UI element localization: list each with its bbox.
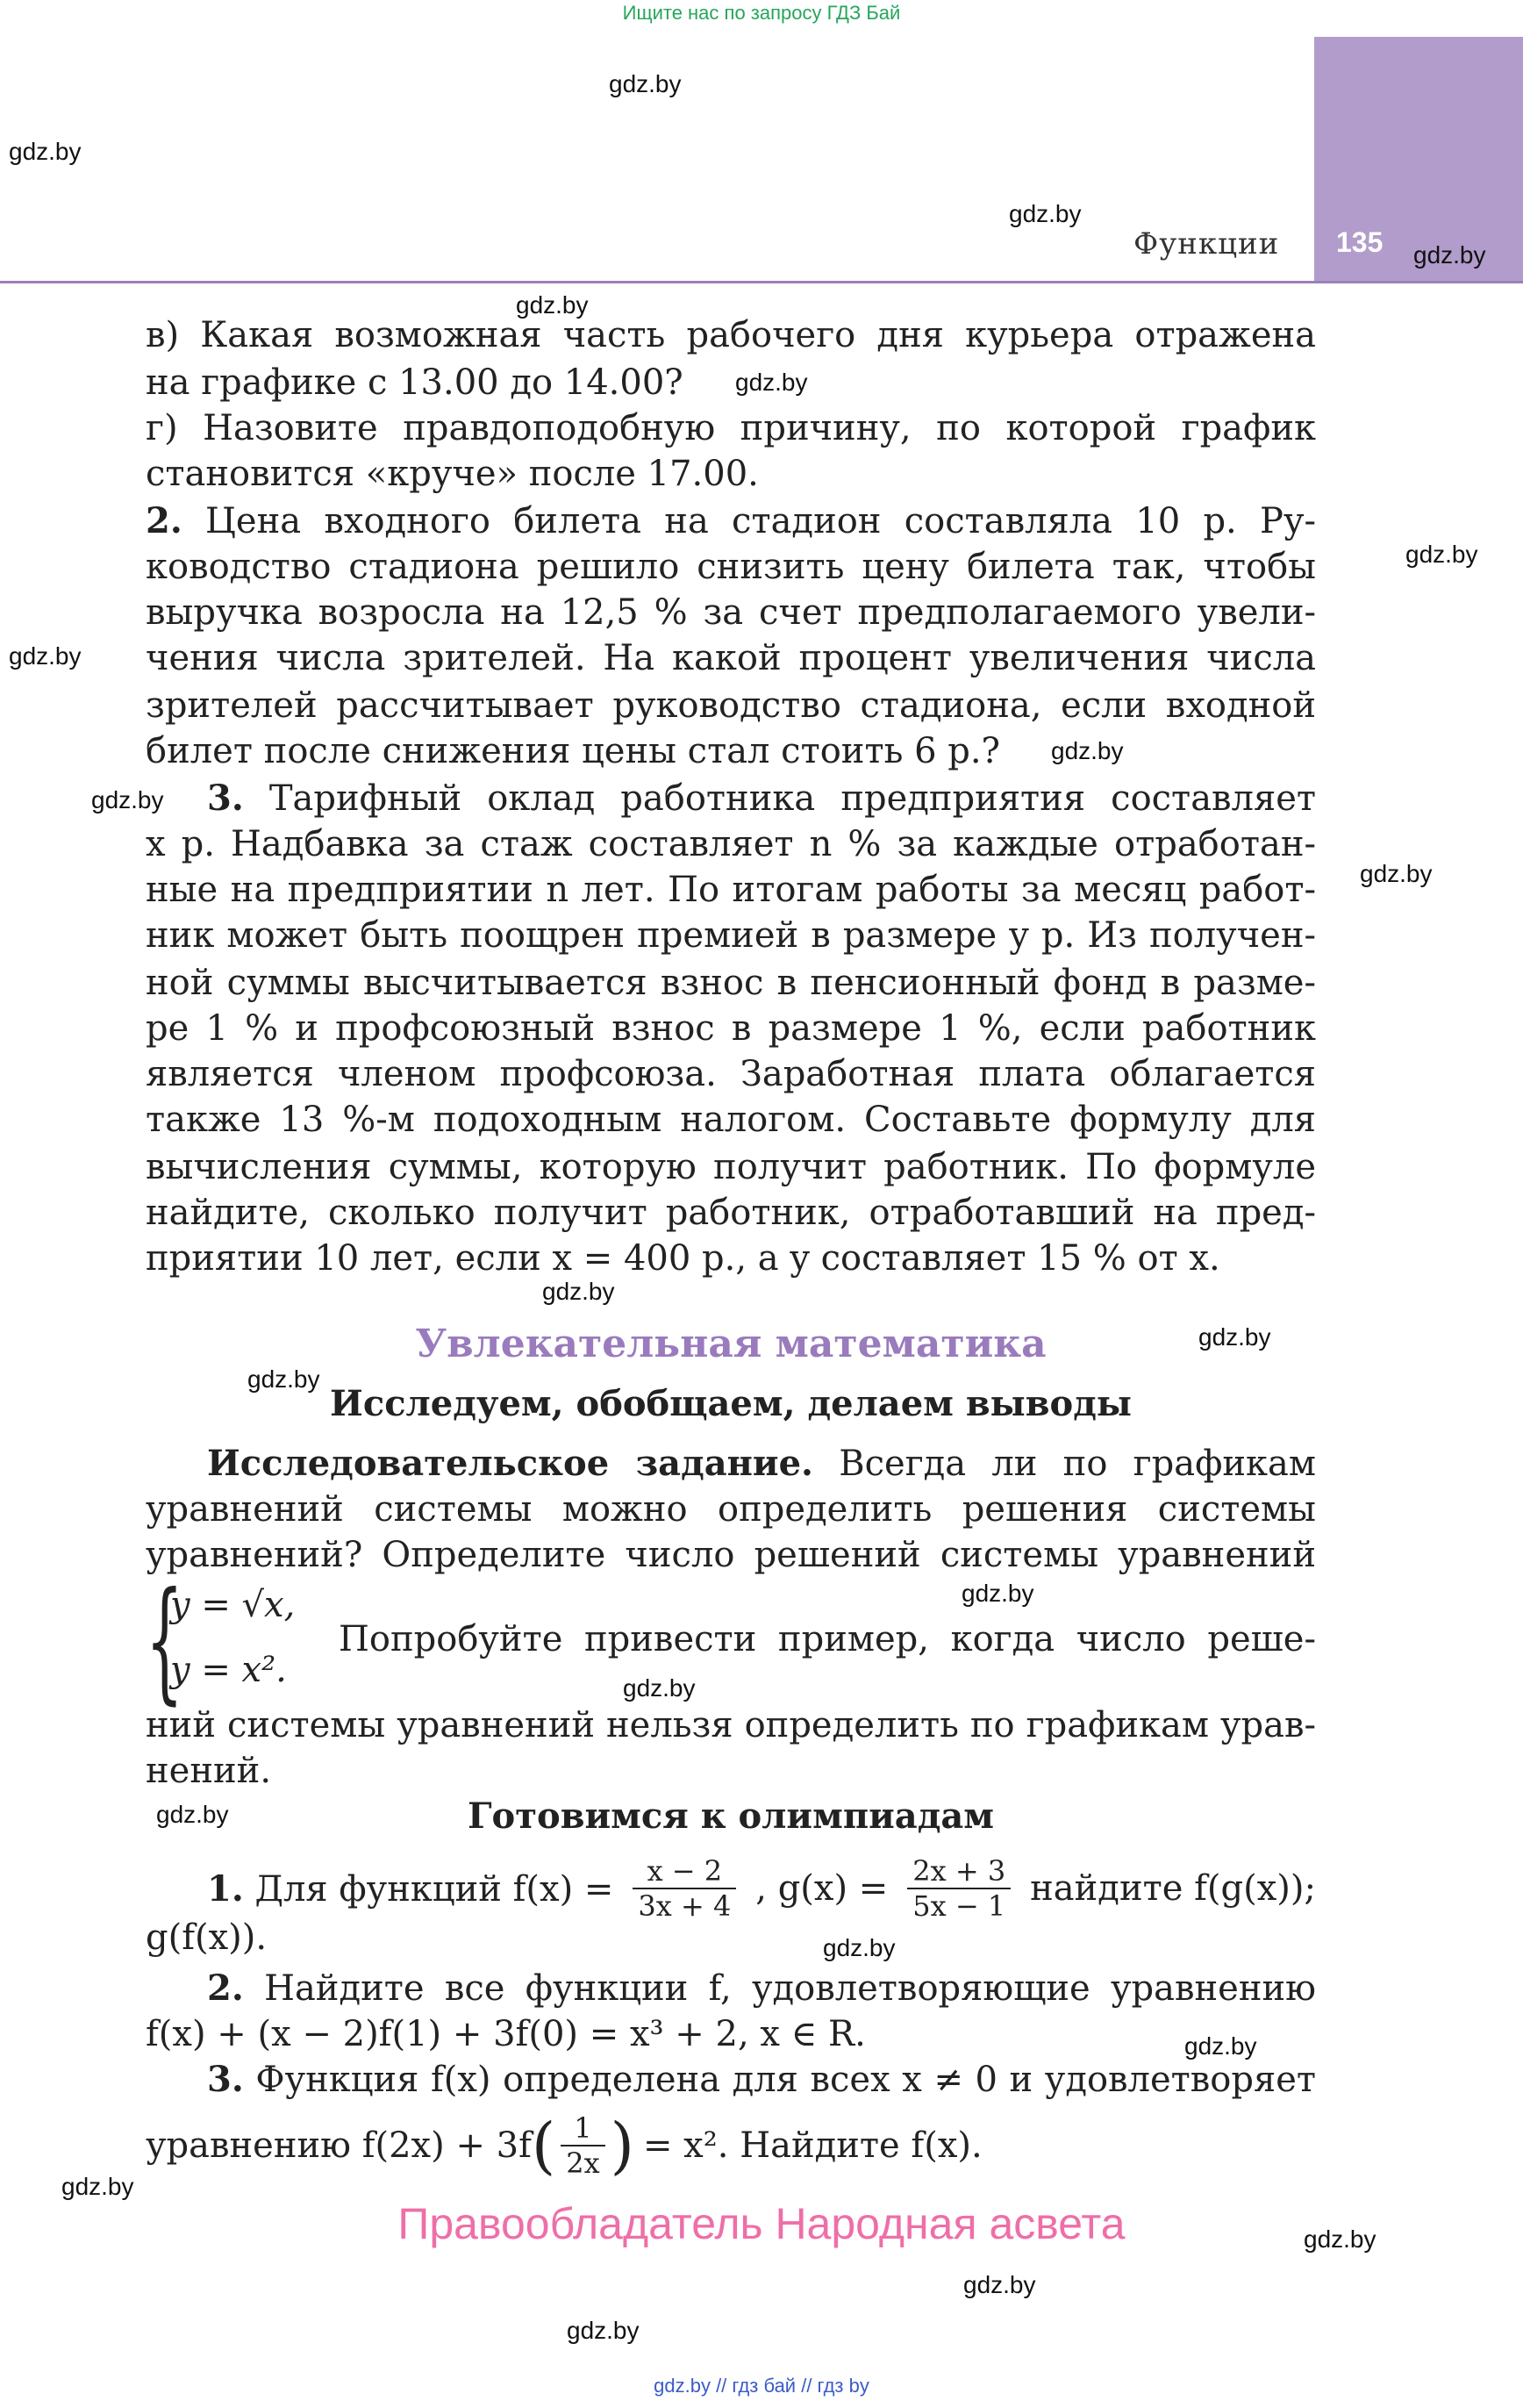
text-line [207,1441,1316,1487]
system-equation-1: y = √x, [170,1585,296,1625]
text-line: билет после снижения цены стал стоить 6 р.? [146,731,1001,771]
brace-icon: { [146,1565,183,1717]
watermark: gdz.by [1198,1323,1271,1351]
text-line: нений. [146,1751,272,1791]
text-line: ник может быть поощрен премией в размере y р. Из получен- [146,915,1316,956]
text-line: x р. Надбавка за стаж составляет n % за каждые отработан- [146,824,1316,864]
text-segment: Всегда ли по графикам [839,1444,1317,1484]
paren-close: ) [610,2110,634,2182]
text-segment: уравнению f(2x) + 3f [146,2125,532,2166]
task-line [207,1853,1316,1924]
text-line: становится «круче» после 17.00. [146,454,759,494]
page-number: 135 [1336,226,1384,258]
fraction-numerator: 1 [561,2111,604,2146]
section-subtitle: Исследуем, обобщаем, делаем выводы [330,1383,1132,1424]
watermark: gdz.by [542,1278,615,1305]
text-line: ре 1 % и профсоюзный взнос в размере 1 %, если работник [146,1008,1316,1049]
watermark: gdz.by [91,786,164,813]
text-line: f(x) + (x − 2)f(1) + 3f(0) = x³ + 2, x ∈ R. [146,2014,866,2054]
watermark: gdz.by [567,2317,640,2344]
research-label: Исследовательское задание. [207,1443,813,1484]
watermark: gdz.by [1184,2032,1257,2060]
fraction-denominator: 5x − 1 [912,1889,1006,1923]
watermark: gdz.by [156,1801,229,1828]
watermark: gdz.by [9,138,82,165]
fraction [633,1854,736,1923]
watermark: gdz.by [61,2173,134,2200]
watermark: gdz.by [1405,541,1478,568]
task-number: 3. [207,778,244,819]
watermark: gdz.by [1051,737,1124,764]
text-line: зрителей рассчитывает руководство стадиона, если входной [146,685,1316,726]
task-number: 2. [207,1967,244,2009]
text-segment: найдите f(g(x)); [1030,1868,1316,1909]
watermark: gdz.by [9,642,82,670]
text-line: в) Какая возможная часть рабочего дня курьера отражена [146,315,1316,355]
watermark: gdz.by [962,1580,1034,1607]
text-line: g(f(x)). [146,1917,268,1958]
watermark: gdz.by [609,70,682,97]
watermark: gdz.by [963,2271,1036,2298]
text-line: чения числа зрителей. На какой процент увеличения числа [146,638,1316,678]
fraction [907,1854,1011,1923]
text-segment: Цена входного билета на стадион составляла 10 р. Ру- [205,501,1317,541]
text-line: вычисления суммы, которую получит работник. По формуле [146,1147,1316,1187]
task-number: 3. [207,2059,244,2100]
fraction [561,2111,604,2180]
watermark: gdz.by [1009,200,1082,227]
watermark: gdz.by [1304,2225,1376,2253]
watermark: gdz.by [1360,860,1433,887]
watermark: gdz.by [1413,241,1486,269]
watermark: gdz.by [247,1365,320,1393]
text-segment: Для функций f(x) = [254,1868,614,1910]
task-line [146,2106,983,2185]
text-line: уравнений? Определите число решений системы уравнений [146,1535,1316,1575]
paren-open: ( [531,2110,556,2182]
text-line: на графике с 13.00 до 14.00? [146,362,683,403]
text-line: Попробуйте привести пример, когда число реше- [339,1619,1316,1659]
text-line: найдите, сколько получит работник, отработавший на пред- [146,1193,1316,1233]
watermark: gdz.by [623,1674,696,1702]
text-line: приятии 10 лет, если x = 400 р., а y составляет 15 % от x. [146,1238,1220,1279]
fraction-numerator: 2x + 3 [907,1854,1011,1889]
running-header: Функции [1133,226,1280,262]
equation-system [146,1565,321,1717]
task-number: 1. [207,1867,244,1910]
fraction-numerator: x − 2 [633,1854,736,1889]
olympiad-title: Готовимся к олимпиадам [467,1795,995,1837]
text-line: также 13 %-м подоходным налогом. Составьте формулу для [146,1100,1316,1140]
text-line: ные на предприятии n лет. По итогам работы за месяц работ- [146,870,1316,910]
text-line: ководство стадиона решило снизить цену билета так, чтобы [146,547,1316,587]
text-line: ний системы уравнений нельзя определить по графикам урав- [146,1705,1316,1745]
text-line [207,2057,1316,2103]
text-segment: Функция f(x) определена для всех x ≠ 0 и удовлетворяет [255,2060,1316,2100]
copyright-owner: Правообладатель Народная асвета [397,2199,1126,2248]
text-line [207,776,1316,821]
text-line: уравнений системы можно определить решения системы [146,1489,1316,1530]
text-segment: Тарифный оклад работника предприятия составляет [268,778,1317,819]
text-segment: Найдите все функции f, удовлетворяющие уравнению [264,1968,1316,2009]
text-line: является членом профсоюза. Заработная плата облагается [146,1054,1316,1094]
task-number: 2. [146,500,182,541]
header-rule [0,281,1523,283]
text-line [146,498,1316,544]
text-segment [207,1868,613,1910]
system-equation-2: y = x². [170,1650,287,1690]
bottom-note: gdz.by // гдз бай // гдз by [654,2375,869,2397]
text-line: ной суммы высчитывается взнос в пенсионный фонд в разме- [146,963,1316,1003]
text-segment: = x². Найдите f(x). [642,2125,983,2166]
fraction-denominator: 3x + 4 [638,1889,732,1923]
watermark: gdz.by [823,1934,896,1961]
watermark: gdz.by [516,291,589,319]
top-note: Ищите нас по запросу ГДЗ Бай [622,2,901,24]
text-line: г) Назовите правдоподобную причину, по которой график [146,408,1316,448]
text-line: выручка возросла на 12,5 % за счет предполагаемого увели- [146,592,1316,633]
text-line [207,1966,1316,2011]
text-segment: , g(x) = [755,1868,889,1909]
fraction-denominator: 2x [566,2146,600,2180]
section-title: Увлекательная математика [415,1322,1047,1366]
watermark: gdz.by [735,369,808,396]
